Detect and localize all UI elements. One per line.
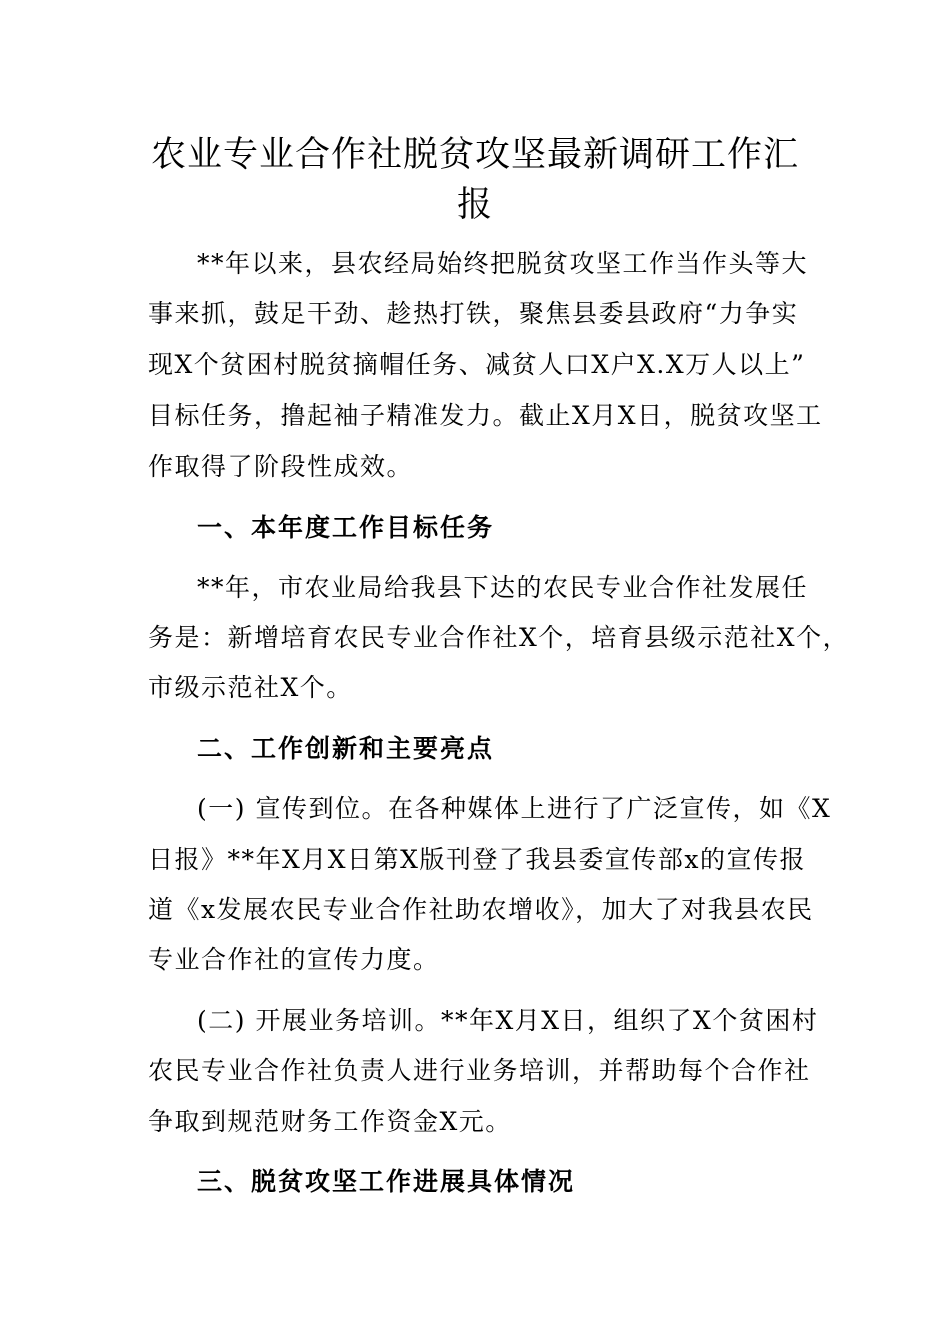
section-heading-3: 三、脱贫攻坚工作进展具体情况: [197, 1167, 576, 1196]
section-heading-1: 一、本年度工作目标任务: [197, 513, 495, 542]
section1-line-3: 市级示范社X个。: [148, 673, 353, 702]
section2-item1-line-1: (一) 宣传到位。在各种媒体上进行了广泛宣传，如《X: [197, 794, 832, 823]
section2-item1-line-4: 专业合作社的宣传力度。: [148, 945, 440, 974]
section2-item2-line-3: 争取到规范财务工作资金X元。: [148, 1107, 512, 1136]
intro-line-2: 事来抓，鼓足干劲、趁热打铁，聚焦县委县政府“力争实: [148, 299, 799, 328]
section1-line-2: 务是：新增培育农民专业合作社X个，培育县级示范社X个，: [148, 623, 850, 652]
section2-item1-line-2: 日报》**年X月X日第X版刊登了我县委宣传部x的宣传报: [148, 845, 806, 874]
document-title-line-2: 报: [456, 185, 493, 225]
section2-item1-line-3: 道《x发展农民专业合作社助农增收》，加大了对我县农民: [148, 895, 814, 924]
section1-line-1: **年，市农业局给我县下达的农民专业合作社发展任: [197, 573, 809, 602]
document-title-line-1: 农业专业合作社脱贫攻坚最新调研工作汇: [150, 135, 799, 175]
intro-line-3: 现X个贫困村脱贫摘帽任务、减贫人口X户X.X万人以上”: [148, 350, 806, 379]
intro-line-1: **年以来，县农经局始终把脱贫攻坚工作当作头等大: [197, 249, 809, 278]
section-heading-2: 二、工作创新和主要亮点: [197, 734, 495, 763]
section2-item2-line-2: 农民专业合作社负责人进行业务培训，并帮助每个合作社: [148, 1056, 811, 1085]
intro-line-4: 目标任务，撸起袖子精准发力。截止X月X日，脱贫攻坚工: [148, 401, 823, 430]
intro-line-5: 作取得了阶段性成效。: [148, 452, 414, 481]
section2-item2-line-1: (二) 开展业务培训。**年X月X日，组织了X个贫困村: [197, 1006, 819, 1035]
